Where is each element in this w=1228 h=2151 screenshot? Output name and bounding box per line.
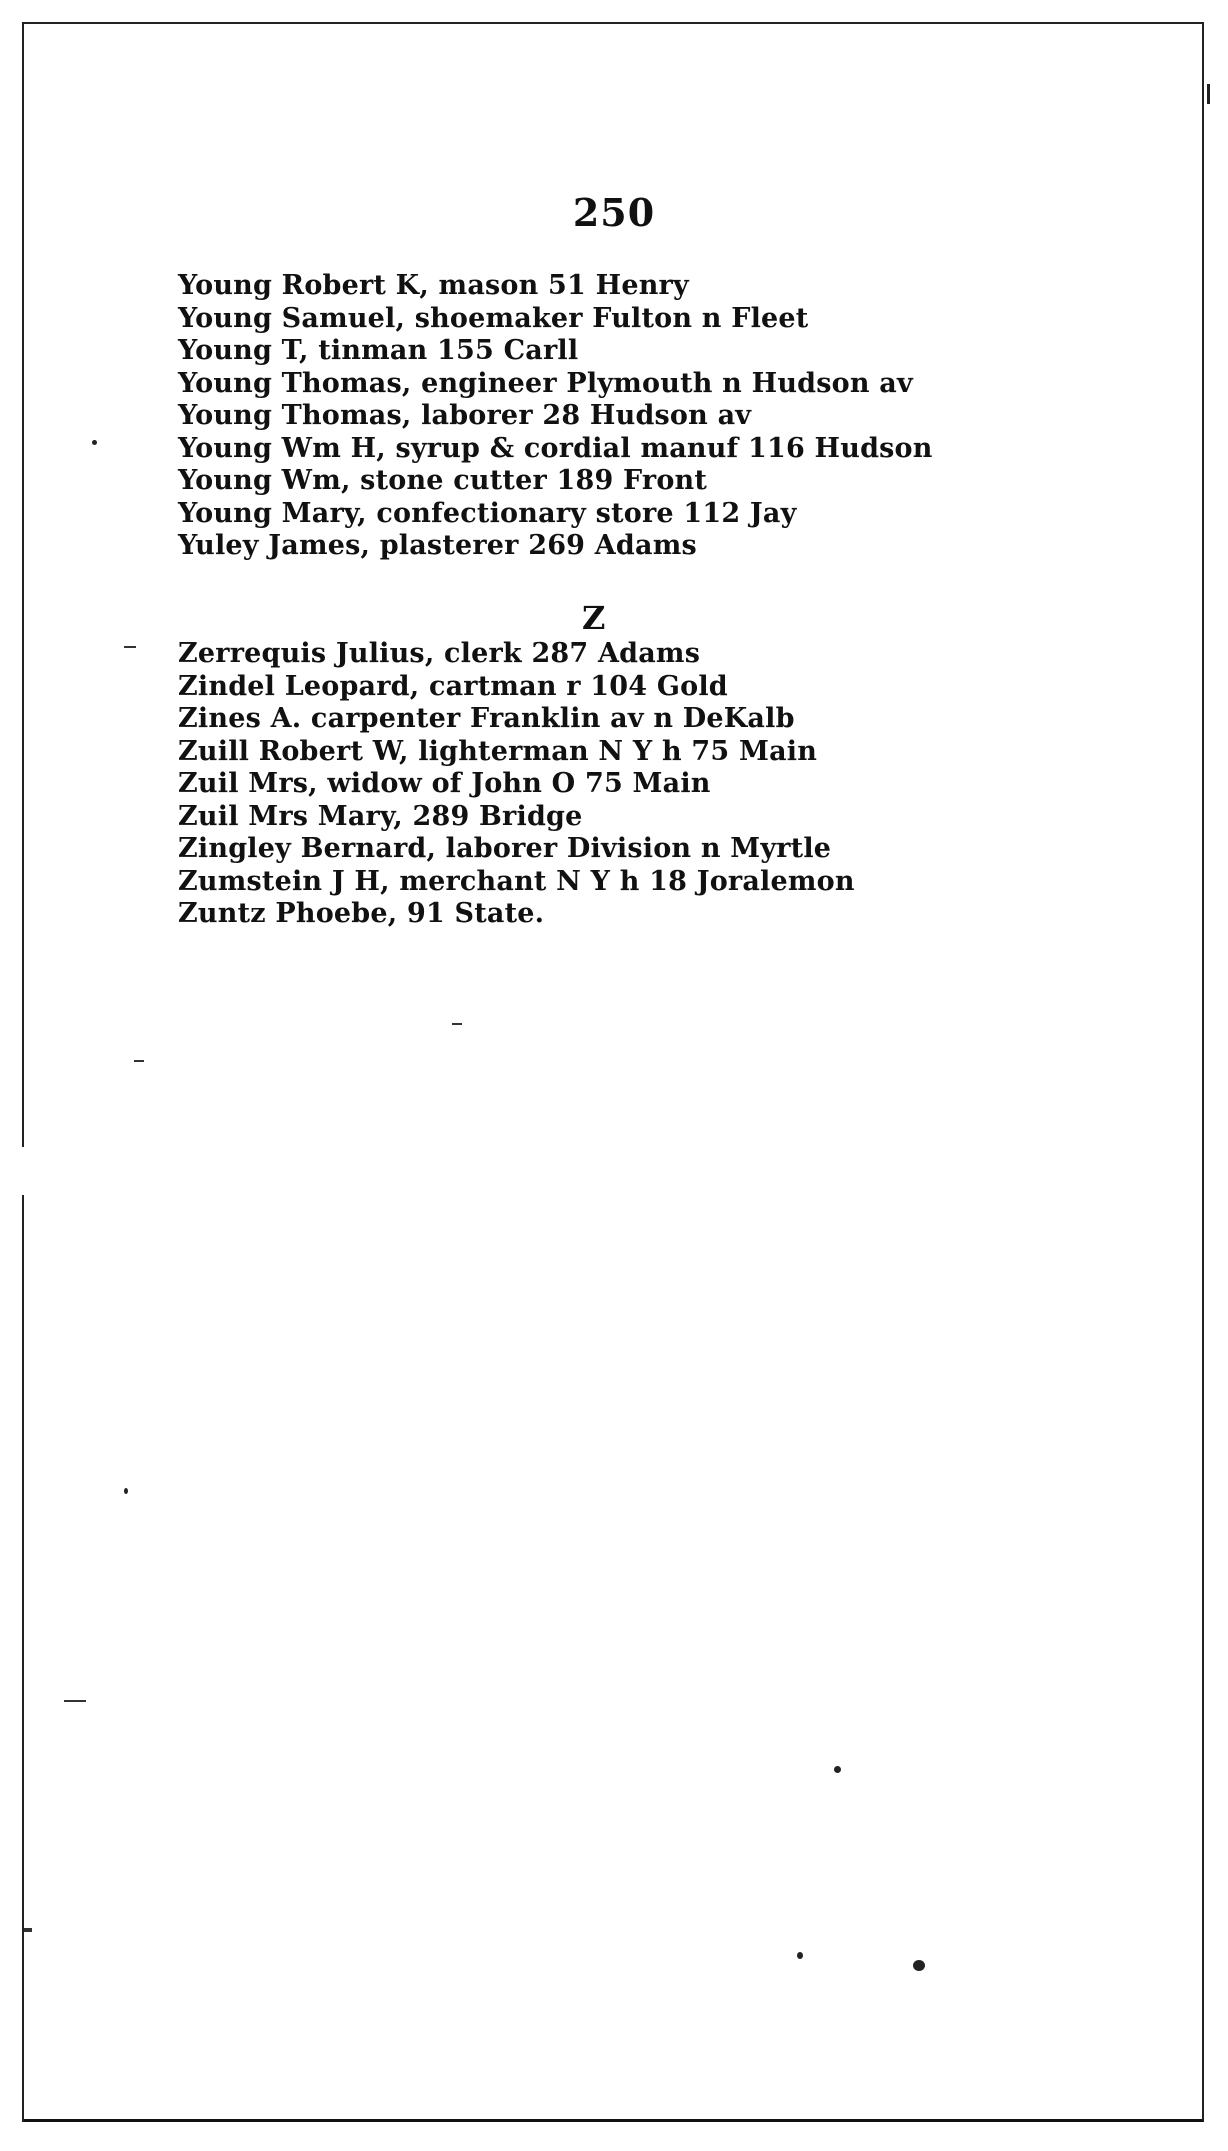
directory-entry: Young Robert K, mason 51 Henry	[178, 270, 689, 301]
scan-mark	[64, 1700, 86, 1702]
directory-entry: Young T, tinman 155 Carll	[178, 335, 579, 366]
directory-list-z	[178, 638, 855, 931]
directory-entry: Zerrequis Julius, clerk 287 Adams	[178, 638, 701, 669]
page-number: 250	[572, 190, 656, 235]
scan-mark	[24, 1928, 32, 1932]
directory-entry: Young Samuel, shoemaker Fulton n Fleet	[178, 302, 809, 334]
directory-entry: Young Wm, stone cutter 189 Front	[178, 465, 708, 496]
scan-speck	[124, 1488, 128, 1494]
directory-entry: Zumstein J H, merchant N Y h 18 Joralemon	[178, 865, 855, 897]
directory-list-y	[178, 270, 933, 563]
directory-entry: Zuil Mrs, widow of John O 75 Main	[178, 768, 711, 799]
directory-entry: Young Wm H, syrup & cordial manuf 116 Hudson	[178, 432, 933, 464]
scan-mark	[452, 1023, 462, 1025]
directory-entry: Young Thomas, engineer Plymouth n Hudson av	[178, 367, 913, 399]
directory-entry: Zuill Robert W, lighterman N Y h 75 Main	[178, 735, 818, 767]
page-border-left-lower	[22, 1195, 24, 2122]
scan-speck	[92, 440, 97, 445]
directory-entry: Zines A. carpenter Franklin av n DeKalb	[178, 703, 795, 734]
scan-speck	[834, 1766, 841, 1773]
directory-entry: Zingley Bernard, laborer Division n Myrtle	[178, 833, 832, 864]
directory-entry: Young Mary, confectionary store 112 Jay	[178, 497, 797, 529]
scan-speck	[797, 1952, 803, 1959]
directory-entry: Zuntz Phoebe, 91 State.	[178, 898, 545, 929]
directory-entry: Zuil Mrs Mary, 289 Bridge	[178, 800, 583, 832]
section-heading-z: Z	[582, 599, 606, 637]
scan-mark	[134, 1060, 144, 1062]
scan-mark	[124, 646, 136, 648]
scan-speck	[1202, 524, 1204, 554]
scan-speck	[1207, 84, 1210, 104]
directory-entry: Yuley James, plasterer 269 Adams	[178, 530, 697, 561]
directory-entry: Zindel Leopard, cartman r 104 Gold	[178, 670, 728, 702]
directory-entry: Young Thomas, laborer 28 Hudson av	[178, 400, 752, 431]
scan-speck	[913, 1960, 925, 1971]
scan-speck	[1202, 360, 1204, 386]
